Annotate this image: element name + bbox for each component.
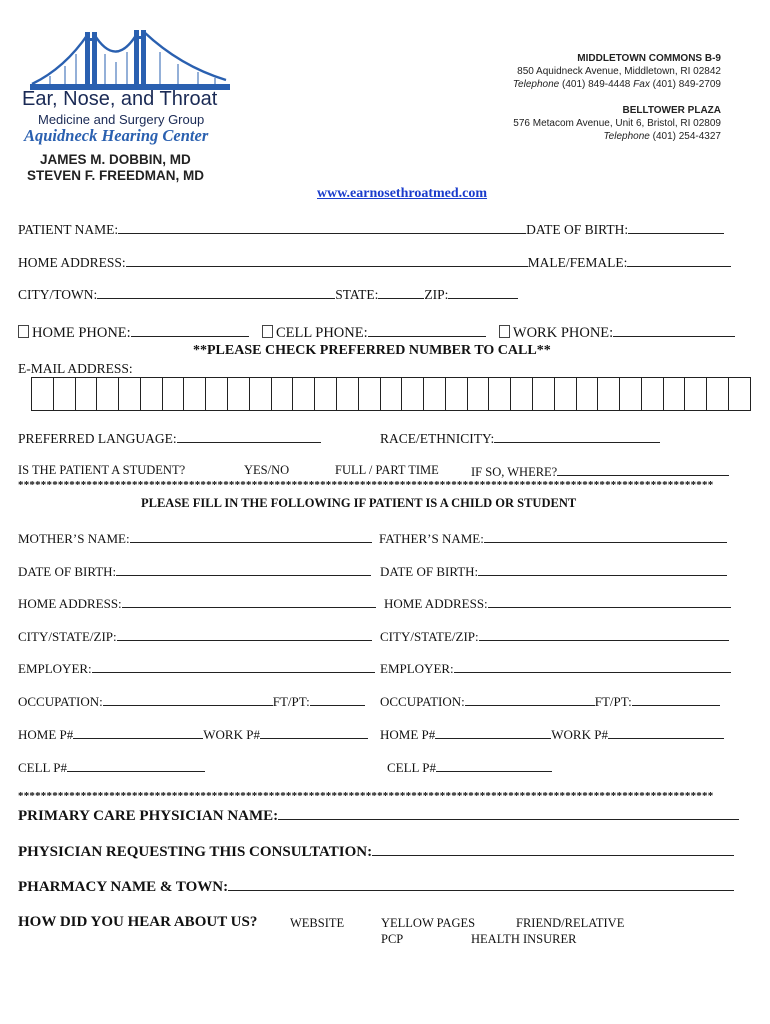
email-char-box[interactable]	[97, 378, 119, 410]
sex-field[interactable]	[627, 254, 731, 267]
father-address-row	[384, 595, 731, 612]
work-phone-field[interactable]	[613, 324, 735, 337]
city-field[interactable]	[97, 286, 335, 299]
email-char-box[interactable]	[315, 378, 337, 410]
website-link[interactable]: www.earnosethroatmed.com	[317, 186, 488, 201]
office-address: 850 Aquidneck Avenue, Middletown, RI 02842	[517, 66, 721, 77]
office-phone: (401) 849-4448	[561, 79, 631, 90]
mother-name-field[interactable]	[130, 530, 372, 543]
requesting-physician-field[interactable]	[372, 843, 734, 856]
email-label: E-MAIL ADDRESS:	[18, 361, 133, 376]
mother-occupation-row	[18, 693, 365, 710]
mother-address-field[interactable]	[122, 595, 376, 608]
student-full-part[interactable]: FULL / PART TIME	[335, 463, 439, 477]
father-home-p-label: HOME P#	[380, 727, 436, 742]
father-work-p-label: WORK P#	[551, 727, 608, 742]
pharmacy-row	[18, 878, 734, 896]
sex-label: MALE/FEMALE:	[527, 255, 628, 270]
email-char-box[interactable]	[32, 378, 54, 410]
father-occupation-row	[380, 693, 720, 710]
mother-name-label: MOTHER’S NAME:	[18, 531, 130, 546]
office-fax: (401) 849-2709	[652, 79, 721, 90]
student-row	[18, 463, 748, 478]
patient-dob-label: DATE OF BIRTH:	[526, 222, 629, 237]
cell-phone-field[interactable]	[368, 324, 486, 337]
email-char-box[interactable]	[337, 378, 359, 410]
email-char-box[interactable]	[555, 378, 577, 410]
home-address-label: HOME ADDRESS:	[18, 255, 126, 270]
referral-option-yellow-pages[interactable]: YELLOW PAGES	[381, 916, 476, 930]
doctor-name: STEVEN F. FREEDMAN, MD	[27, 168, 205, 183]
office-phone: (401) 254-4327	[652, 131, 721, 142]
mother-cell-p-label: CELL P#	[18, 760, 67, 775]
mother-home-p-field[interactable]	[73, 726, 203, 739]
office-phones	[513, 78, 721, 91]
mother-address-label: HOME ADDRESS:	[18, 596, 122, 611]
office-phones	[513, 130, 721, 143]
pharmacy-label: PHARMACY NAME & TOWN:	[18, 879, 229, 895]
logo-hearing-center: Aquidneck Hearing Center	[24, 126, 209, 145]
father-dob-field[interactable]	[478, 563, 727, 576]
referral-option-website[interactable]: WEBSITE	[290, 916, 345, 930]
language-label: PREFERRED LANGUAGE:	[18, 431, 177, 446]
preferred-number-note: **PLEASE CHECK PREFERRED NUMBER TO CALL**	[193, 343, 551, 358]
mother-occupation-label: OCCUPATION:	[18, 694, 103, 709]
office-middletown	[513, 52, 721, 91]
mother-phone-row	[18, 726, 368, 743]
mother-cell-row	[18, 759, 205, 776]
home-phone-field[interactable]	[131, 324, 249, 337]
patient-name-label: PATIENT NAME:	[18, 222, 119, 237]
email-char-box[interactable]	[642, 378, 664, 410]
father-row	[379, 530, 727, 547]
home-address-field[interactable]	[126, 254, 528, 267]
home-address-row	[18, 254, 731, 271]
father-city-label: CITY/STATE/ZIP:	[380, 629, 479, 644]
father-name-field[interactable]	[484, 530, 727, 543]
email-char-box[interactable]	[577, 378, 599, 410]
mother-ftpt-field[interactable]	[310, 693, 365, 706]
father-ftpt-field[interactable]	[632, 693, 720, 706]
father-home-p-field[interactable]	[435, 726, 551, 739]
primary-physician-label: PRIMARY CARE PHYSICIAN NAME:	[18, 808, 279, 824]
email-char-box[interactable]	[163, 378, 185, 410]
race-field[interactable]	[494, 430, 660, 443]
office-name: MIDDLETOWN COMMONS B-9	[577, 53, 721, 64]
requesting-physician-label: PHYSICIAN REQUESTING THIS CONSULTATION:	[18, 844, 373, 860]
phone-row	[18, 324, 735, 341]
divider-stars: **************************************************************************************************************************	[18, 790, 714, 802]
email-grid[interactable]	[31, 377, 751, 411]
child-section-heading: PLEASE FILL IN THE FOLLOWING IF PATIENT IS A CHILD OR STUDENT	[141, 496, 577, 510]
patient-name-field[interactable]	[118, 221, 526, 234]
work-phone-checkbox[interactable]	[499, 325, 510, 338]
father-phone-row	[380, 726, 724, 743]
email-char-box[interactable]	[729, 378, 750, 410]
race-label: RACE/ETHNICITY:	[380, 431, 495, 446]
email-char-box[interactable]	[381, 378, 403, 410]
mother-city-field[interactable]	[117, 628, 372, 641]
father-cell-row	[387, 759, 552, 776]
father-address-label: HOME ADDRESS:	[384, 596, 488, 611]
office-bristol	[513, 104, 721, 143]
student-where-label: IF SO, WHERE?	[471, 465, 558, 479]
student-label: IS THE PATIENT A STUDENT?	[18, 463, 186, 477]
email-char-box[interactable]	[119, 378, 141, 410]
mother-dob-row	[18, 563, 371, 580]
email-char-box[interactable]	[664, 378, 686, 410]
home-phone-checkbox[interactable]	[18, 325, 29, 338]
father-dob-label: DATE OF BIRTH:	[380, 564, 479, 579]
language-field[interactable]	[177, 430, 321, 443]
email-char-box[interactable]	[511, 378, 533, 410]
practice-logo	[22, 26, 232, 152]
cell-phone-label: CELL PHONE:	[275, 325, 368, 341]
email-char-box[interactable]	[620, 378, 642, 410]
state-field[interactable]	[378, 286, 424, 299]
email-char-box[interactable]	[76, 378, 98, 410]
email-char-box[interactable]	[228, 378, 250, 410]
zip-field[interactable]	[448, 286, 518, 299]
pharmacy-field[interactable]	[228, 878, 734, 891]
language-row	[18, 430, 321, 447]
email-char-box[interactable]	[446, 378, 468, 410]
email-char-box[interactable]	[424, 378, 446, 410]
father-dob-row	[380, 563, 727, 580]
mother-employer-label: EMPLOYER:	[18, 661, 92, 676]
mother-home-p-label: HOME P#	[18, 727, 74, 742]
city-label: CITY/TOWN:	[18, 287, 98, 302]
father-city-field[interactable]	[479, 628, 729, 641]
home-phone-label: HOME PHONE:	[32, 325, 131, 341]
father-ftpt-label: FT/PT:	[594, 694, 632, 709]
email-char-box[interactable]	[272, 378, 294, 410]
email-char-box[interactable]	[402, 378, 424, 410]
bridge-icon	[30, 26, 230, 92]
phone-label: Telephone	[603, 131, 650, 142]
office-address: 576 Metacom Avenue, Unit 6, Bristol, RI 02809	[513, 118, 721, 129]
email-char-box[interactable]	[707, 378, 729, 410]
cell-phone-checkbox[interactable]	[262, 325, 273, 338]
fax-label: Fax	[633, 79, 650, 90]
primary-physician-row	[18, 807, 739, 825]
mother-city-label: CITY/STATE/ZIP:	[18, 629, 117, 644]
zip-label: ZIP:	[424, 287, 449, 302]
email-char-box[interactable]	[685, 378, 707, 410]
mother-dob-label: DATE OF BIRTH:	[18, 564, 117, 579]
father-occupation-field[interactable]	[465, 693, 595, 706]
email-char-box[interactable]	[359, 378, 381, 410]
father-cell-p-field[interactable]	[436, 759, 552, 772]
requesting-physician-row	[18, 843, 734, 861]
doctor-name: JAMES M. DOBBIN, MD	[40, 152, 191, 167]
race-row	[380, 430, 660, 447]
mother-city-row	[18, 628, 372, 645]
student-where-field[interactable]	[557, 463, 729, 476]
email-char-box[interactable]	[293, 378, 315, 410]
mother-cell-p-field[interactable]	[67, 759, 205, 772]
divider-stars: **************************************************************************************************************************	[18, 479, 714, 491]
work-phone-label: WORK PHONE:	[512, 325, 614, 341]
father-city-row	[380, 628, 729, 645]
mother-address-row	[18, 595, 376, 612]
patient-name-row	[18, 221, 724, 238]
state-label: STATE:	[335, 287, 379, 302]
email-char-box[interactable]	[250, 378, 272, 410]
father-employer-row	[380, 660, 731, 677]
patient-dob-field[interactable]	[628, 221, 724, 234]
student-yes-no[interactable]: YES/NO	[244, 463, 290, 477]
mother-employer-row	[18, 660, 375, 677]
logo-subtitle: Medicine and Surgery Group	[38, 112, 205, 127]
mother-employer-field[interactable]	[92, 660, 375, 673]
email-char-box[interactable]	[206, 378, 228, 410]
father-employer-label: EMPLOYER:	[380, 661, 454, 676]
logo-title: Ear, Nose, and Throat	[22, 88, 218, 110]
mother-occupation-field[interactable]	[103, 693, 273, 706]
email-char-box[interactable]	[468, 378, 490, 410]
city-row	[18, 286, 518, 303]
mother-work-p-label: WORK P#	[203, 727, 260, 742]
referral-question: HOW DID YOU HEAR ABOUT US?	[18, 914, 258, 930]
referral-option-health-insurer[interactable]: HEALTH INSURER	[471, 932, 577, 946]
father-name-label: FATHER’S NAME:	[379, 531, 484, 546]
email-char-box[interactable]	[533, 378, 555, 410]
office-name: BELLTOWER PLAZA	[622, 105, 721, 116]
referral-option-pcp[interactable]: PCP	[381, 932, 404, 946]
phone-label: Telephone	[512, 79, 560, 90]
email-char-box[interactable]	[141, 378, 163, 410]
father-address-field[interactable]	[488, 595, 731, 608]
mother-ftpt-label: FT/PT:	[272, 694, 310, 709]
referral-option-friend-relative[interactable]: FRIEND/RELATIVE	[516, 916, 625, 930]
primary-physician-field[interactable]	[278, 807, 739, 820]
email-char-box[interactable]	[184, 378, 206, 410]
email-char-box[interactable]	[489, 378, 511, 410]
father-occupation-label: OCCUPATION:	[380, 694, 465, 709]
mother-dob-field[interactable]	[116, 563, 371, 576]
mother-row	[18, 530, 372, 547]
mother-work-p-field[interactable]	[260, 726, 368, 739]
father-cell-p-label: CELL P#	[387, 760, 436, 775]
email-char-box[interactable]	[598, 378, 620, 410]
father-employer-field[interactable]	[454, 660, 731, 673]
email-char-box[interactable]	[54, 378, 76, 410]
father-work-p-field[interactable]	[608, 726, 724, 739]
